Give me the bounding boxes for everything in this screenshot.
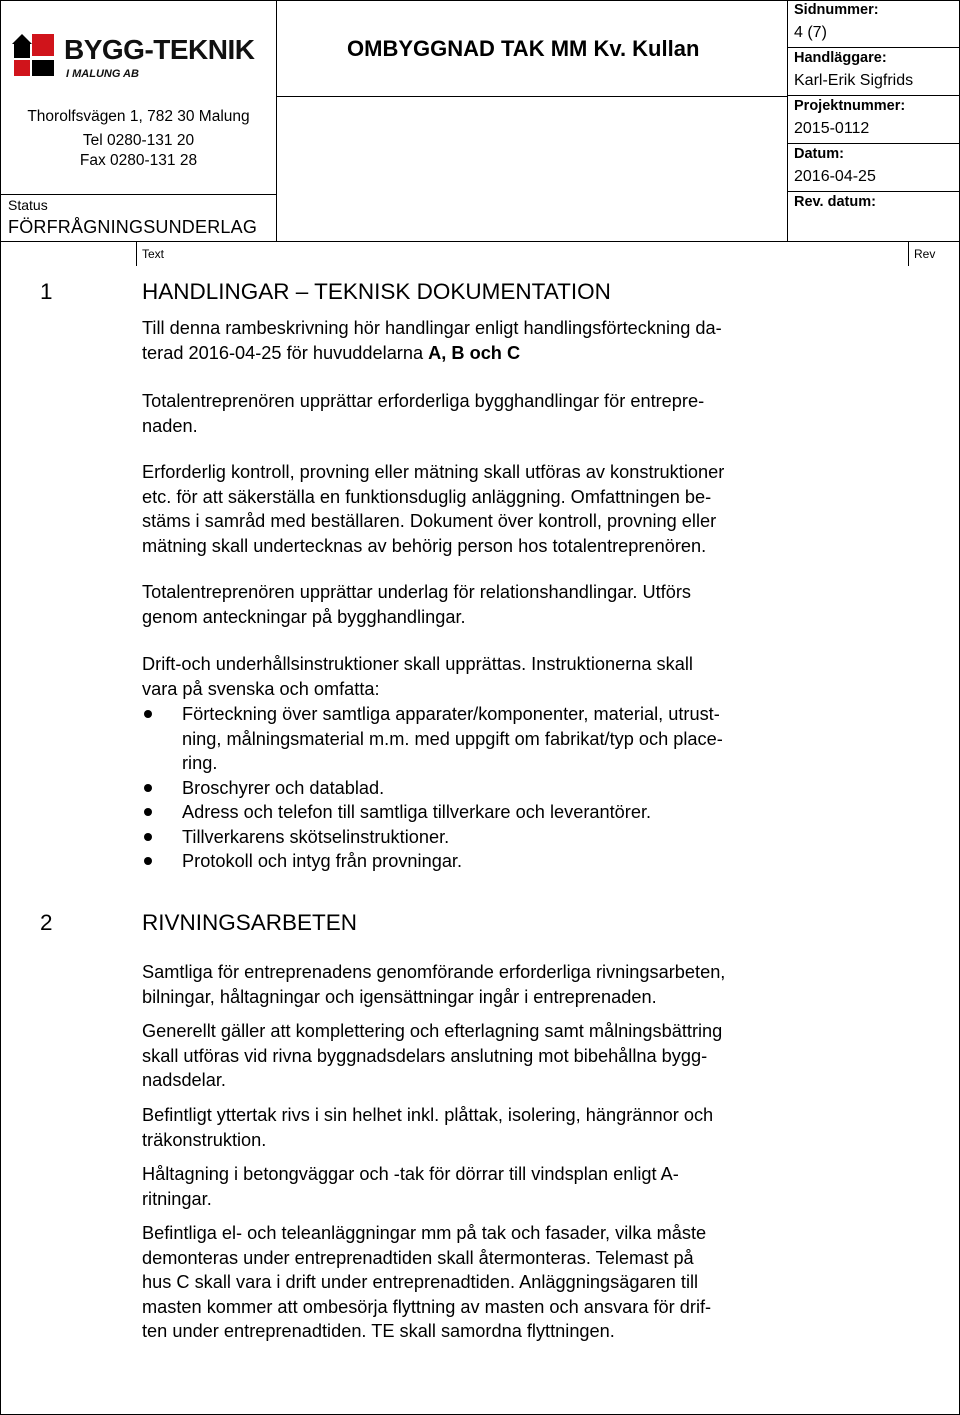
text-line: naden. bbox=[142, 415, 198, 436]
text-line: Befintliga el- och teleanläggningar mm på tak och fasader, vilka måste bbox=[142, 1223, 707, 1243]
text-line-bold: A, B och C bbox=[428, 342, 521, 363]
bullet-icon bbox=[144, 833, 152, 841]
date-cell bbox=[788, 144, 960, 192]
section-1-paragraph bbox=[142, 460, 822, 558]
text-line: ning, målningsmaterial m.m. med uppgift om fabrikat/typ och place- bbox=[182, 728, 723, 749]
text-column-label: Text bbox=[142, 247, 165, 261]
text-line: masten kommer att ombesörja flyttning av masten och ansvara för drif- bbox=[142, 1296, 712, 1317]
section-2-paragraph bbox=[142, 1221, 822, 1344]
bullet-icon bbox=[144, 784, 152, 792]
text-line: mätning skall undertecknas av behörig person hos totalentreprenören. bbox=[142, 535, 707, 556]
rev-column-label: Rev bbox=[914, 247, 936, 261]
text-line: Adress och telefon till samtliga tillverkare och leverantörer. bbox=[182, 802, 652, 822]
text-line: Befintligt yttertak rivs i sin helhet inkl. plåttak, isolering, hängrännor och bbox=[142, 1105, 714, 1125]
section-2-paragraph bbox=[142, 1019, 822, 1093]
text-line: vara på svenska och omfatta: bbox=[142, 678, 380, 699]
date-value: 2016-04-25 bbox=[794, 168, 876, 185]
text-line: ten under entreprenadtiden. TE skall samordna flyttningen. bbox=[142, 1321, 615, 1341]
text-line: träkonstruktion. bbox=[142, 1129, 267, 1150]
header-company-cell bbox=[0, 0, 277, 242]
project-number-value: 2015-0112 bbox=[794, 120, 870, 137]
document-title: OMBYGGNAD TAK MM Kv. Kullan bbox=[347, 36, 700, 61]
title-divider bbox=[277, 96, 788, 97]
text-line: ring. bbox=[182, 753, 218, 773]
page-number-value: 4 (7) bbox=[794, 24, 827, 41]
list-item bbox=[142, 849, 822, 874]
handler-value: Karl-Erik Sigfrids bbox=[794, 72, 914, 89]
section-2-title: RIVNINGSARBETEN bbox=[142, 910, 358, 935]
text-line: genom anteckningar på bygghandlingar. bbox=[142, 606, 466, 627]
company-name: BYGG-TEKNIK bbox=[64, 34, 255, 65]
text-line: Förteckning över samtliga apparater/komponenter, material, utrust- bbox=[182, 704, 720, 724]
text-line: Totalentreprenören upprättar underlag för relationshandlingar. Utförs bbox=[142, 582, 691, 602]
list-item bbox=[142, 776, 822, 801]
handler-cell bbox=[788, 48, 960, 96]
text-line: Broschyrer och datablad. bbox=[182, 777, 385, 798]
text-line: Håltagning i betongväggar och -tak för dörrar till vindsplan enligt A- bbox=[142, 1164, 679, 1184]
header-meta-cell bbox=[788, 0, 960, 242]
instruction-bullet-list bbox=[142, 702, 822, 874]
section-2-paragraph bbox=[142, 1103, 822, 1152]
section-1-title: HANDLINGAR – TEKNISK DOKUMENTATION bbox=[142, 279, 611, 304]
text-line: demonteras under entreprenadtiden skall återmonteras. Telemast på bbox=[142, 1247, 694, 1268]
text-line: Protokoll och intyg från provningar. bbox=[182, 851, 463, 871]
rev-date-cell bbox=[788, 192, 960, 240]
status-label: Status bbox=[8, 197, 48, 213]
page-number-label: Sidnummer: bbox=[794, 2, 879, 18]
date-label: Datum: bbox=[794, 146, 844, 162]
section-1-paragraph bbox=[142, 652, 822, 701]
company-logo bbox=[10, 30, 272, 84]
text-line: Generellt gäller att komplettering och efterlagning samt målningsbättring bbox=[142, 1021, 723, 1041]
section-2-paragraph bbox=[142, 960, 822, 1009]
rev-date-label: Rev. datum: bbox=[794, 194, 876, 210]
text-line: skall utföras vid rivna byggnadsdelars anslutning mot bibehållna bygg- bbox=[142, 1045, 708, 1066]
document-header bbox=[0, 0, 960, 242]
section-2-number: 2 bbox=[40, 910, 53, 935]
building-blocks-icon bbox=[10, 30, 60, 80]
text-line: Samtliga för entreprenadens genomförande erforderliga rivningsarbeten, bbox=[142, 962, 726, 982]
rev-column-divider bbox=[908, 242, 909, 266]
text-line: hus C skall vara i drift under entreprenadtiden. Anläggningsägaren till bbox=[142, 1272, 699, 1292]
text-line: bilningar, håltagningar och igensättningar ingår i entreprenaden. bbox=[142, 986, 657, 1007]
list-item bbox=[142, 825, 822, 850]
company-fax: Fax 0280-131 28 bbox=[79, 152, 198, 169]
text-line-start: terad 2016-04-25 för huvuddelarna bbox=[142, 342, 429, 363]
text-line: Erforderlig kontroll, provning eller mätning skall utföras av konstruktioner bbox=[142, 462, 725, 482]
project-number-label: Projektnummer: bbox=[794, 98, 906, 114]
text-line: Totalentreprenören upprättar erforderliga bygghandlingar för entrepre- bbox=[142, 391, 705, 411]
text-line: Till denna rambeskrivning hör handlingar enligt handlingsförteckning da- bbox=[142, 318, 722, 338]
company-address: Thorolfsvägen 1, 782 30 Malung bbox=[27, 108, 250, 125]
text-line: etc. för att säkerställa en funktionsduglig anläggning. Omfattningen be- bbox=[142, 486, 712, 507]
project-number-cell bbox=[788, 96, 960, 144]
section-1-paragraph bbox=[142, 316, 822, 365]
status-value: FÖRFRÅGNINGSUNDERLAG bbox=[8, 217, 258, 237]
text-line: stäms i samråd med beställaren. Dokument över kontroll, provning eller bbox=[142, 511, 717, 531]
text-line: Drift-och underhållsinstruktioner skall upprättas. Instruktionerna skall bbox=[142, 654, 693, 674]
bullet-icon bbox=[144, 857, 152, 865]
handler-label: Handläggare: bbox=[794, 50, 887, 66]
text-line bbox=[142, 341, 822, 366]
header-title-cell bbox=[277, 0, 788, 242]
section-2-paragraph bbox=[142, 1162, 822, 1211]
list-item bbox=[142, 800, 822, 825]
text-column-divider bbox=[136, 242, 137, 266]
company-phone: Tel 0280-131 20 bbox=[82, 132, 195, 149]
page-number-cell bbox=[788, 0, 960, 48]
section-1-paragraph bbox=[142, 580, 822, 629]
text-line: ritningar. bbox=[142, 1188, 212, 1209]
list-item bbox=[142, 702, 822, 776]
bullet-icon bbox=[144, 808, 152, 816]
company-subname: I MALUNG AB bbox=[66, 68, 139, 80]
status-cell bbox=[0, 194, 277, 242]
text-line: Tillverkarens skötselinstruktioner. bbox=[182, 826, 450, 847]
text-line: nadsdelar. bbox=[142, 1070, 226, 1090]
section-1-number: 1 bbox=[40, 279, 53, 304]
section-1-paragraph bbox=[142, 389, 822, 438]
bullet-icon bbox=[144, 710, 152, 718]
